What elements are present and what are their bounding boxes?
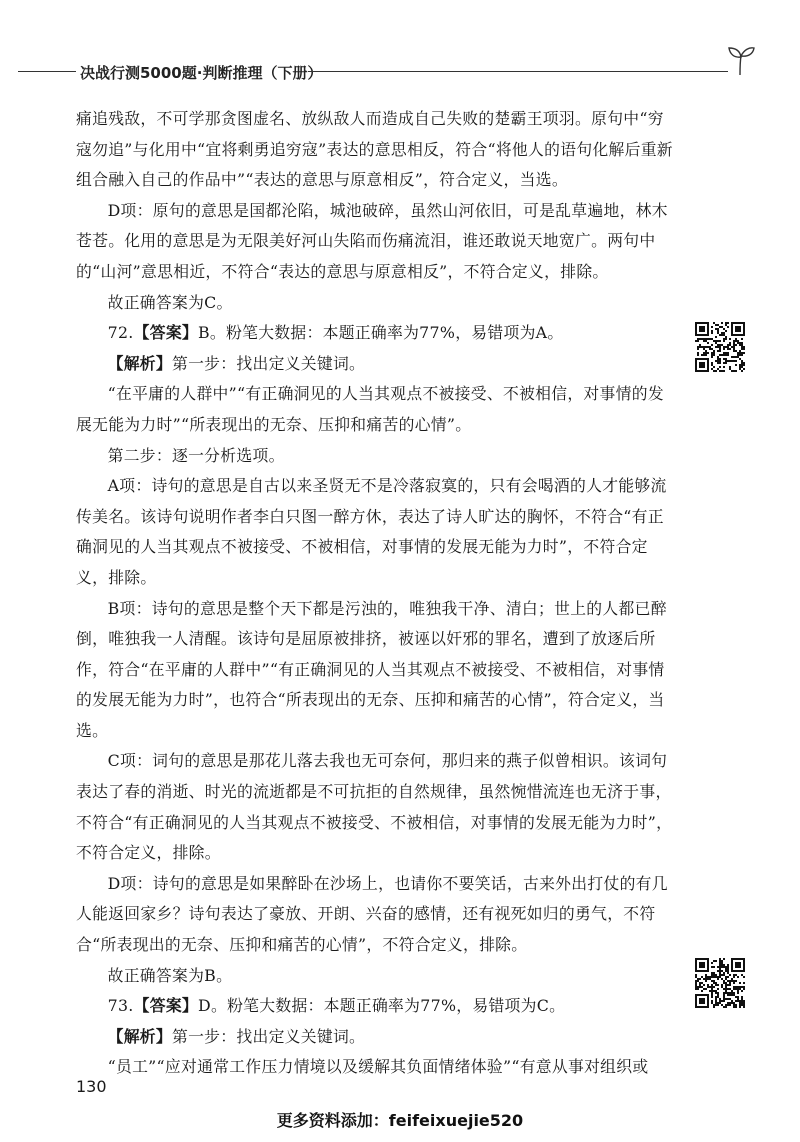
book-title: 决战行测5000题·判断推理（下册） bbox=[80, 64, 323, 82]
option-a: A项：诗句的意思是自古以来圣贤无不是冷落寂寞的，只有会喝酒的人才能够流传美名。该诗句说明作者李白只图一醉方休，表达了诗人旷达的胸怀，不符合“有正确洞见的人当其观点不被接受、不被相信，对事情的发展无能为力时”，不符合定义，排除。 bbox=[76, 476, 667, 587]
qr-code-icon[interactable] bbox=[695, 322, 745, 372]
answer-text: B。粉笔大数据：本题正确率为77%，易错项为A。 bbox=[198, 323, 564, 343]
analysis-label: 【解析】 bbox=[107, 353, 172, 373]
option-d: D项：诗句的意思是如果醉卧在沙场上，也请你不要笑话，古来外出打仗的有几人能返回家乡？诗句表达了豪放、开朗、兴奋的感情，还有视死如归的勇气，不符合“所表现出的无奈、压抑和痛苦的心情”，不符合定义，排除。 bbox=[76, 873, 668, 955]
answer-label: 【答案】 bbox=[133, 323, 199, 343]
paragraph: “员工”“应对通常工作压力情境以及缓解其负面情绪体验”“有意从事对组织或 bbox=[107, 1057, 649, 1077]
sprout-icon bbox=[726, 44, 756, 76]
answer-text: D。粉笔大数据：本题正确率为77%，易错项为C。 bbox=[198, 996, 566, 1016]
paragraph: 故正确答案为B。 bbox=[107, 965, 233, 985]
option-b: B项：诗句的意思是整个天下都是污浊的，唯独我干净、清白；世上的人都已醉倒，唯独我一人清醒。该诗句是屈原被排挤，被诬以奸邪的罪名，遭到了放逐后所作，符合“在平庸的人群中”“有正确洞见的人当其观点不被接受、不被相信，对事情的发展无能为力时”，也符合“所表现出的无奈、压抑和痛苦的心情”，符合定义，当选。 bbox=[76, 598, 667, 740]
header-rule-right bbox=[308, 71, 728, 72]
paragraph: “在平庸的人群中”“有正确洞见的人当其观点不被接受、不被相信，对事情的发展无能为力时”“所表现出的无奈、压抑和痛苦的心情”。 bbox=[76, 384, 664, 434]
page-body bbox=[76, 104, 676, 1083]
paragraph: 痛追残敌，不可学那贪图虚名、放纵敌人而造成自己失败的楚霸王项羽。原句中“穷寇勿追”与化用中“宜将剩勇追穷寇”表达的意思相反，符合“将他人的语句化解后重新组合融入自己的作品中”“表达的意思与原意相反”，符合定义，当选。 bbox=[76, 109, 673, 190]
q73-answer-line bbox=[76, 991, 676, 1022]
paragraph: 故正确答案为C。 bbox=[107, 292, 233, 312]
paragraph: D项：原句的意思是国都沦陷，城池破碎，虽然山河依旧，可是乱草遍地，林木苍苍。化用的意思是为无限美好河山失陷而伤痛流泪，谁还敢说天地宽广。两句中的“山河”意思相近，不符合“表达的意思与原意相反”，不符合定义，排除。 bbox=[76, 200, 668, 281]
qr-code-icon[interactable] bbox=[695, 958, 745, 1008]
page-number: 130 bbox=[76, 1077, 107, 1096]
analysis-text: 第一步：找出定义关键词。 bbox=[171, 353, 366, 373]
q73-analysis-line bbox=[76, 1022, 676, 1053]
question-number: 73. bbox=[107, 996, 134, 1016]
analysis-text: 第一步：找出定义关键词。 bbox=[171, 1026, 366, 1046]
question-number: 72. bbox=[107, 323, 134, 343]
running-header bbox=[0, 58, 800, 88]
answer-label: 【答案】 bbox=[133, 996, 199, 1016]
header-rule-left bbox=[18, 71, 76, 72]
footer-note: 更多资料添加：feifeixuejie520 bbox=[276, 1111, 524, 1130]
option-c: C项：词句的意思是那花儿落去我也无可奈何，那归来的燕子似曾相识。该词句表达了春的消逝、时光的流逝都是不可抗拒的自然规律，虽然惋惜流连也无济于事，不符合“有正确洞见的人当其观点不被接受、不被相信，对事情的发展无能为力时”，不符合定义，排除。 bbox=[76, 751, 673, 863]
q72-answer-line bbox=[76, 318, 676, 349]
paragraph: 第二步：逐一分析选项。 bbox=[107, 445, 285, 465]
analysis-label: 【解析】 bbox=[107, 1026, 172, 1046]
q72-analysis-line bbox=[76, 349, 676, 380]
